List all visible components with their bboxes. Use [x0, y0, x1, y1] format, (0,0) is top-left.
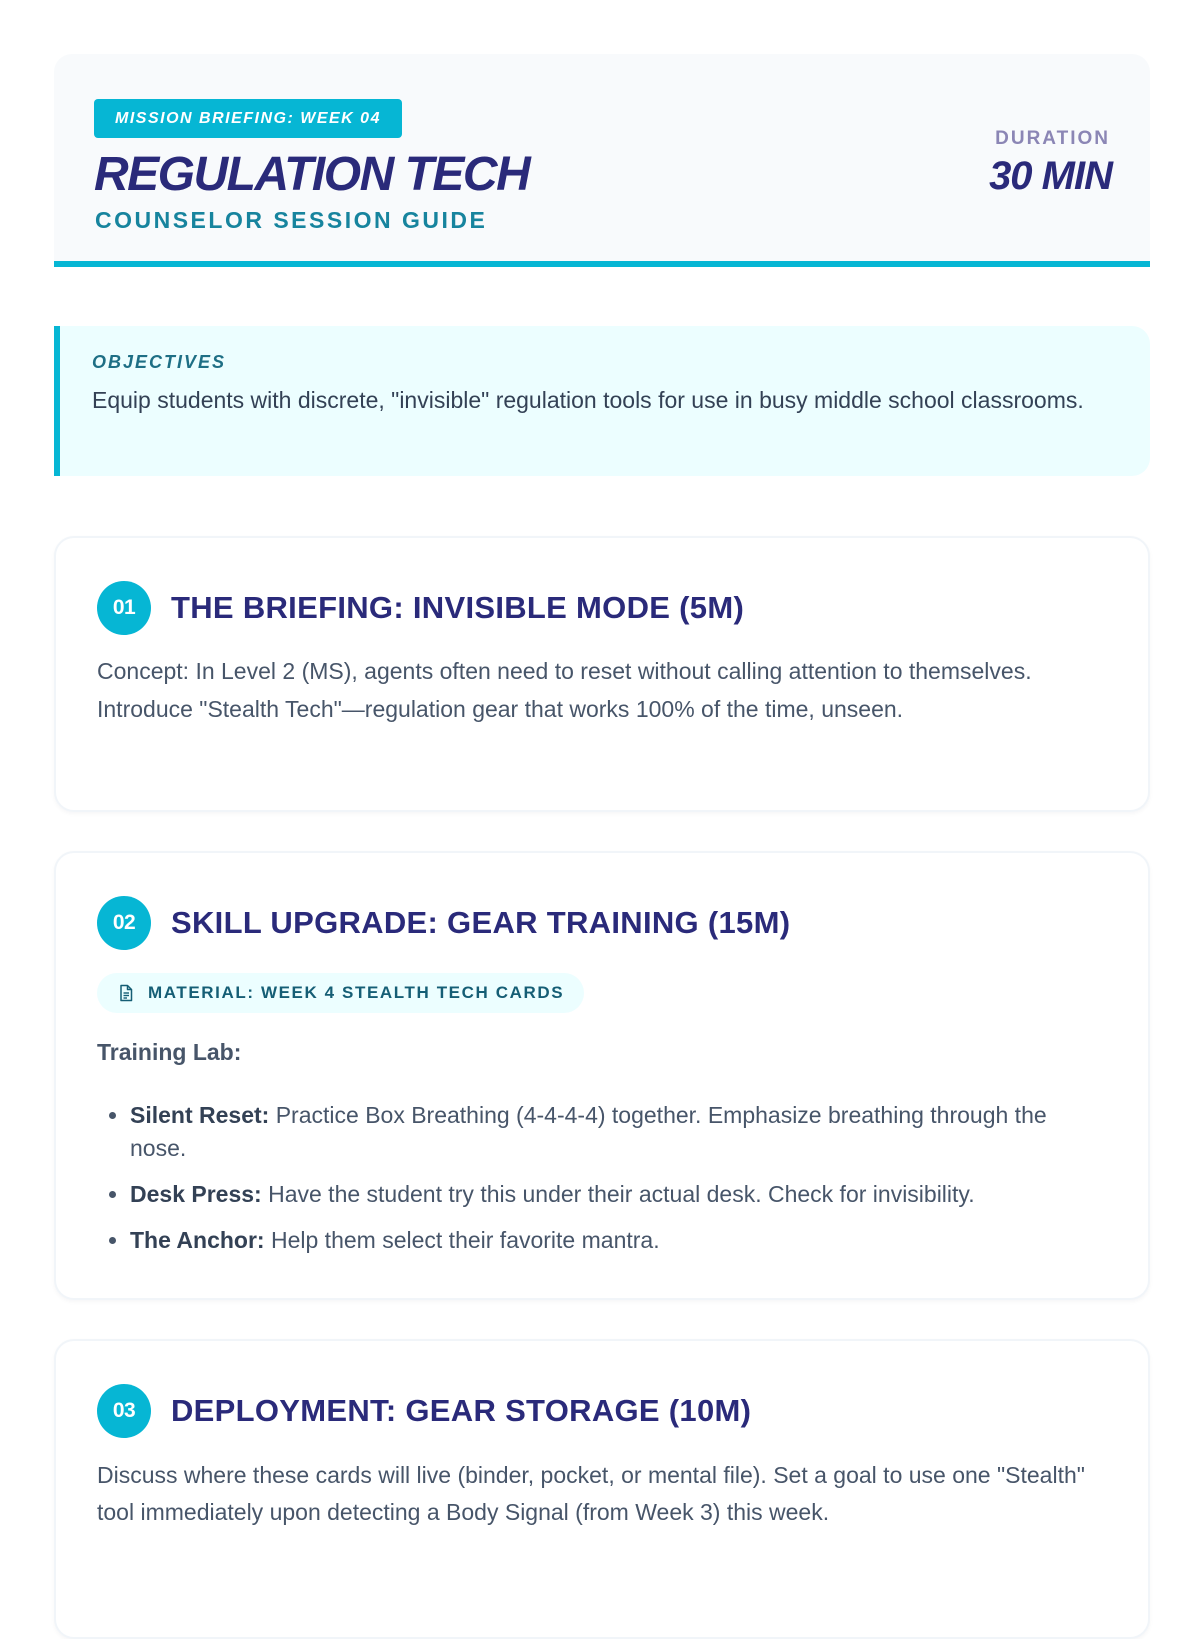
duration-value: 30 MIN [989, 154, 1112, 198]
list-item-text: Help them select their favorite mantra. [264, 1227, 660, 1253]
objectives-text: Equip students with discrete, "invisible" regulation tools for use in busy middle school classrooms. [92, 387, 1084, 413]
step-card-deployment [54, 1339, 1150, 1639]
list-item-text: Practice Box Breathing (4-4-4-4) together. Emphasize breathing through the nose. [130, 1102, 1047, 1161]
step-number-badge: 01 [97, 581, 151, 635]
objectives-label: OBJECTIVES [92, 352, 227, 372]
list-item-term: Silent Reset: [130, 1102, 270, 1128]
step-header [97, 581, 744, 635]
duration-label: DURATION [995, 128, 1110, 149]
step-title: DEPLOYMENT: GEAR STORAGE (10M) [171, 1393, 752, 1428]
step-description: Concept: In Level 2 (MS), agents often need to reset without calling attention to themselves. Introduce "Stealth Tech"—regulation gear that works 100% of the time, unseen. [97, 658, 1032, 722]
list-item-term: Desk Press: [130, 1181, 262, 1207]
list-item [130, 1224, 1108, 1257]
step-card-skill-upgrade [54, 851, 1150, 1300]
list-item [130, 1099, 1108, 1165]
list-item-term: The Anchor: [130, 1227, 265, 1253]
session-guide-page [54, 54, 1150, 1525]
training-list [97, 1099, 1108, 1270]
document-icon [117, 984, 135, 1002]
mission-badge: MISSION BRIEFING: WEEK 04 [94, 99, 402, 138]
list-item [130, 1178, 1108, 1211]
step-title: THE BRIEFING: INVISIBLE MODE (5M) [171, 590, 745, 625]
training-lab-title: Training Lab: [97, 1039, 242, 1065]
material-pill [97, 973, 584, 1013]
step-title: SKILL UPGRADE: GEAR TRAINING (15M) [171, 905, 791, 940]
step-number-badge: 03 [97, 1384, 151, 1438]
page-title: REGULATION TECH [94, 148, 530, 201]
material-label: MATERIAL: WEEK 4 STEALTH TECH CARDS [148, 983, 565, 1002]
guide-header [54, 54, 1150, 267]
step-number-badge: 02 [97, 896, 151, 950]
objectives-panel [54, 326, 1150, 476]
step-header [97, 896, 790, 950]
list-item-text: Have the student try this under their actual desk. Check for invisibility. [261, 1181, 975, 1207]
step-card-briefing [54, 536, 1150, 812]
step-description: Discuss where these cards will live (binder, pocket, or mental file). Set a goal to use one "Stealth" tool immediately upon detecting a Body Signal (from Week 3) this week. [97, 1462, 1085, 1525]
step-header [97, 1384, 751, 1438]
page-subtitle: COUNSELOR SESSION GUIDE [95, 207, 488, 233]
